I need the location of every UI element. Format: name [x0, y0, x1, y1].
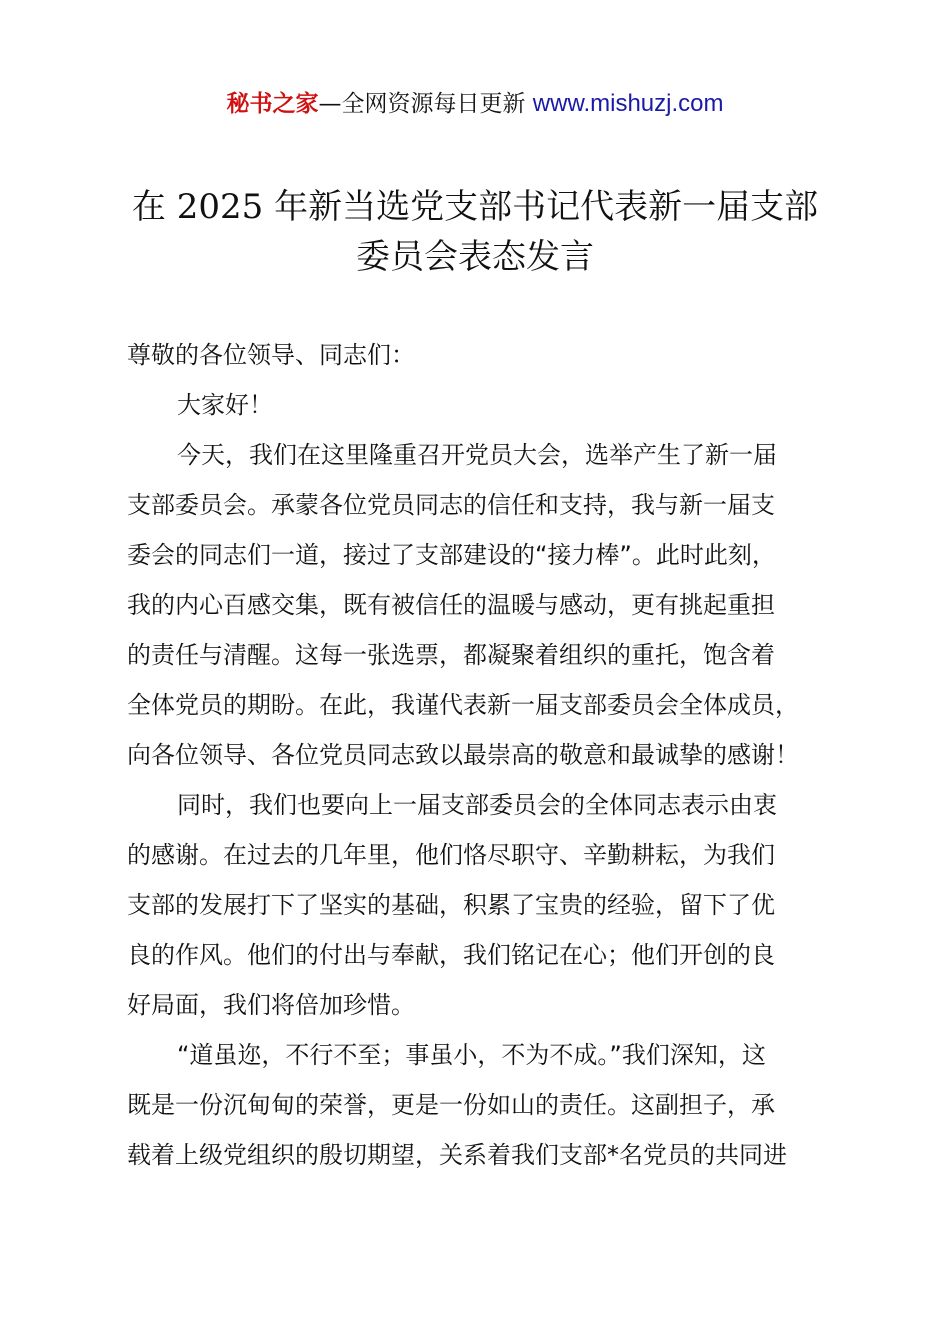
body-line: 委会的同志们一道，接过了支部建设的“接力棒”。此时此刻，	[127, 541, 776, 569]
body-line: “道虽迩，不行不至；事虽小，不为不成。”我们深知，这	[177, 1041, 766, 1069]
body-line: 既是一份沉甸甸的荣誉，更是一份如山的责任。这副担子，承	[127, 1091, 775, 1119]
body-line: 同时，我们也要向上一届支部委员会的全体同志表示由衷	[177, 791, 777, 819]
body-line: 良的作风。他们的付出与奉献，我们铭记在心；他们开创的良	[127, 941, 775, 969]
body-line: 的感谢。在过去的几年里，他们恪尽职守、辛勤耕耘，为我们	[127, 841, 775, 869]
title-line-2: 委员会表态发言	[356, 237, 594, 277]
title-line-1: 在 2025 年新当选党支部书记代表新一届支部	[131, 187, 819, 227]
header-tagline: —全网资源每日更新	[318, 91, 526, 117]
body-line: 载着上级党组织的殷切期望，关系着我们支部*名党员的共同进	[127, 1141, 787, 1169]
salutation: 尊敬的各位领导、同志们：	[127, 341, 415, 369]
body-line: 今天，我们在这里隆重召开党员大会，选举产生了新一届	[177, 441, 777, 469]
site-url-link[interactable]: www.mishuzj.com	[532, 90, 724, 117]
body-line: 支部委员会。承蒙各位党员同志的信任和支持，我与新一届支	[127, 491, 775, 519]
greeting: 大家好！	[177, 391, 273, 419]
site-header	[0, 88, 950, 120]
body-line: 的责任与清醒。这每一张选票，都凝聚着组织的重托，饱含着	[127, 641, 775, 669]
brand-name: 秘书之家	[226, 91, 319, 117]
body-line: 支部的发展打下了坚实的基础，积累了宝贵的经验，留下了优	[127, 891, 775, 919]
body-line: 好局面，我们将倍加珍惜。	[127, 991, 415, 1019]
document-title	[100, 182, 850, 282]
body-line: 我的内心百感交集，既有被信任的温暖与感动，更有挑起重担	[127, 591, 775, 619]
document-body	[127, 330, 853, 1180]
body-line: 全体党员的期盼。在此，我谨代表新一届支部委员会全体成员，	[127, 691, 799, 719]
body-line: 向各位领导、各位党员同志致以最崇高的敬意和最诚挚的感谢！	[127, 741, 799, 769]
